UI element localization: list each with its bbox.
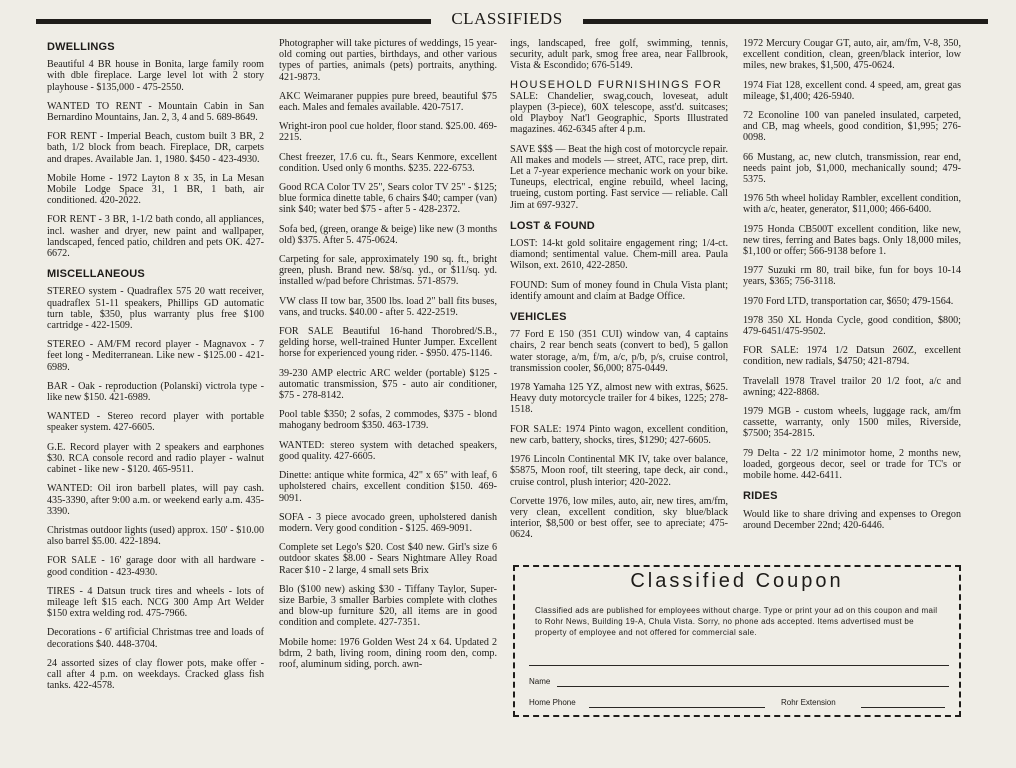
classified-ad (743, 38, 961, 72)
column-4 (743, 38, 961, 539)
coupon-ad-line[interactable] (529, 665, 949, 666)
classified-ad (510, 329, 728, 374)
section-heading: VEHICLES (510, 311, 567, 324)
section-heading: DWELLINGS (47, 41, 115, 53)
ad-text: VW class II tow bar, 3500 lbs. load 2" ball fits buses, vans, and trucks. $40.00 - after 5. 422-2519. (279, 295, 497, 318)
classified-ad (279, 542, 497, 576)
header-bar (28, 9, 994, 28)
ad-text: 24 assorted sizes of clay flower pots, make offer - call after 4 p.m. on weekdays. Cracked glass fish tanks. 422-4578. (47, 657, 264, 692)
classified-ad (279, 152, 497, 174)
classified-ad (743, 80, 961, 102)
classified-ad (47, 442, 264, 476)
coupon-rohr-extension-label: Rohr Extension (781, 698, 836, 707)
classified-ad (279, 296, 497, 318)
ad-text: FOR SALE - 16' garage door with all hardware - good condition - 423-4930. (47, 555, 264, 578)
classified-ad (743, 152, 961, 186)
classified-ad (510, 454, 728, 488)
ad-text: Photographer will take pictures of weddings, 15 year-old coming out parties, birthdays, and other various types of parties, animals (pets) portraits, anything. 421-9873. (279, 38, 497, 83)
ad-text: Blo ($100 new) asking $30 - Tiffany Taylor, Super-size Barbie, 3 smaller Barbies complete with clothes and blow-up furniture $20, all items are in good condition and complete. 427-7351. (279, 583, 497, 629)
classified-ad (510, 238, 728, 272)
ad-text: 1974 Fiat 128, excellent cond. 4 speed, am, great gas mileage, $1,400; 426-5940. (743, 79, 961, 102)
ad-text: ings, landscaped, free golf, swimming, tennis, security, adult park, smog free area, near Fallbrook, Vista & Escondido; 676-5149. (510, 38, 728, 72)
coupon-name-label: Name (529, 677, 551, 686)
classified-ad (47, 286, 264, 331)
ad-text: 1978 Yamaha 125 YZ, almost new with extras, $625. Heavy duty motorcycle trailer for 4 bikes, 1225; 278-1518. (510, 382, 728, 416)
ad-text: 72 Econoline 100 van paneled insulated, carpeted, and CB, mag wheels, good condition, $1,995; 276-0098. (743, 110, 961, 144)
classified-ad (743, 509, 961, 531)
ad-text: 79 Delta - 22 1/2 minimotor home, 2 months new, loaded, gorgeous decor, seel or trade for TC's or mobile home. 442-6411. (743, 447, 961, 482)
ad-text: Corvette 1976, low miles, auto, air, new tires, am/fm, very clean, excellent condition, sky blue/black interior, $8,500 or best offer, see to apreciate; 475-0624. (510, 495, 728, 541)
classified-ad (47, 555, 264, 577)
ad-text: 1977 Suzuki rm 80, trail bike, fun for boys 10-14 years, $365; 756-3118. (743, 265, 961, 288)
classified-ad (510, 424, 728, 446)
ad-text: Wright-iron pool cue holder, floor stand. $25.00. 469-2215. (279, 121, 497, 144)
ad-text: 39-230 AMP electric ARC welder (portable) $125 - automatic transmission, $75 - auto air conditioner, $75 - 278-8142. (279, 367, 497, 402)
ad-text: 77 Ford E 150 (351 CUI) window van, 4 captains chairs, 2 rear bench seats (convert to bed), 5 gallon water storage, a/m, f/m, a/c, p/b, p/s, cruise control, transmission cooler, $6,000; 875-0449. (510, 329, 728, 374)
classified-ad (279, 512, 497, 534)
classified-ad (510, 496, 728, 541)
classified-ad (743, 315, 961, 337)
ad-text: BAR - Oak - reproduction (Polanski) victrola type - like new $150. 421-6989. (47, 380, 264, 404)
classified-ad (279, 254, 497, 288)
ad-text: TIRES - 4 Datsun truck tires and wheels - lots of mileage left $15 each. NCG 300 Amp Art Welder $150 extra welding rod. 475-7966. (47, 585, 264, 620)
classified-ad (279, 440, 497, 462)
ad-text: FOR RENT - Imperial Beach, custom built 3 BR, 2 bath, 1/2 block from beach. Fireplace, DR, carpets and drapes. Available Jan. 1, 1980. $450 - 423-4930. (47, 131, 264, 165)
classified-ad (510, 144, 728, 211)
ad-text: Dinette: antique white formica, 42" x 65" with leaf, 6 upholstered chairs, excellent condition $150. 469-9091. (279, 470, 497, 504)
classified-ad (743, 376, 961, 398)
classified-ad (47, 525, 264, 547)
ad-text: 1978 350 XL Honda Cycle, good condition, $800; 479-6451/475-9502. (743, 314, 961, 338)
ad-text: 1979 MGB - custom wheels, luggage rack, am/fm cassette, warranty, only 1500 miles, Riverside, $7500; 354-2815. (743, 406, 961, 440)
classified-ad (743, 406, 961, 440)
ad-text: FOUND: Sum of money found in Chula Vista plant; identify amount and claim at Badge Office. (510, 279, 728, 302)
ad-lead-heading: HOUSEHOLD FURNISHINGS FOR (510, 78, 723, 91)
ad-text: FOR SALE: 1974 1/2 Datsun 260Z, excellent condition, new radials, $4750; 421-8794. (743, 345, 961, 368)
classified-ad (279, 470, 497, 504)
classified-ad (279, 326, 497, 360)
classified-ad (743, 224, 961, 258)
classified-ad (743, 265, 961, 287)
ad-text: WANTED TO RENT - Mountain Cabin in San Bernardino Mountains, Jan. 2, 3, 4 and 5. 689-8649. (47, 100, 264, 124)
classified-coupon (513, 565, 961, 717)
ad-text: Good RCA Color TV 25", Sears color TV 25" - $125; blue formica dinette table, 6 chairs $40; camper (van) sink $40; water bed $75 - after 5 - 428-2372. (279, 182, 497, 216)
coupon-title: Classified Coupon (630, 570, 844, 592)
ad-text: FOR SALE: 1974 Pinto wagon, excellent condition, new carb, battery, shocks, tires, $1290; 427-6605. (510, 423, 728, 446)
classified-ad (47, 627, 264, 649)
ad-text: Complete set Lego's $20. Cost $40 new. Girl's size 6 outdoor skates $8.00 - Sears Nightmare Alley Road Racer $10 - 2 large, 4 small sets Brix (279, 542, 497, 576)
coupon-home-phone-field[interactable] (589, 707, 765, 708)
section-heading: LOST & FOUND (510, 219, 595, 232)
ad-text: 66 Mustang, ac, new clutch, transmission, rear end, needs paint job, $1,000, mechanically sound; 479-5375. (743, 151, 961, 186)
classified-ad (510, 280, 728, 302)
ad-text: Chest freezer, 17.6 cu. ft., Sears Kenmore, excellent condition. Used only 6 months. $235. 222-6753. (279, 151, 497, 174)
classified-ad (47, 658, 264, 692)
classified-ad (510, 38, 728, 72)
ad-text: Would like to share driving and expenses to Oregon around December 22nd; 420-6446. (743, 508, 961, 531)
classified-ad (743, 110, 961, 144)
classified-ad (47, 339, 264, 373)
ad-text: WANTED - Stereo record player with portable speaker system. 427-6605. (47, 411, 264, 434)
classified-ad (47, 101, 264, 123)
ad-text: WANTED: Oil iron barbell plates, will pay cash. 435-3390, after 9:00 a.m. or weekend early a.m. 435-3390. (47, 483, 264, 517)
classified-ad (279, 368, 497, 402)
classified-ad (743, 296, 961, 307)
ad-text: 1970 Ford LTD, transportation car, $650; 479-1564. (743, 295, 954, 307)
ad-text: LOST: 14-kt gold solitaire engagement ring; 1/4-ct. diamond; sentimental value. Chem-mill area. Paula Wilson, ext. 2610, 422-2850. (510, 238, 728, 272)
column-2 (279, 38, 497, 678)
classified-ad (279, 637, 497, 671)
ad-text: Beautiful 4 BR house in Bonita, large family room with dble fireplace. Large level lot with 2 story playhouse - $135,000 - 475-2550. (47, 59, 264, 93)
ad-text: G.E. Record player with 2 speakers and earphones $30. RCA console record and radio player - walnut cabinet - like new - $120. 465-9511. (47, 441, 264, 476)
ad-text: Pool table $350; 2 sofas, 2 commodes, $375 - blond mahogany bedroom $350. 463-1739. (279, 409, 497, 432)
ad-text: Mobile home: 1976 Golden West 24 x 64. Updated 2 bdrm, 2 bath, living room, dining room den, comp. roof, aluminum siding, porch. awn- (279, 636, 497, 670)
classified-ad (279, 409, 497, 431)
ad-text: Sofa bed, (green, orange & beige) like new (3 months old) $375. After 5. 475-0624. (279, 223, 497, 246)
ad-text: Christmas outdoor lights (used) approx. 150' - $10.00 also barrel $5.00. 422-1894. (47, 524, 264, 548)
section-heading: MISCELLANEOUS (47, 268, 145, 281)
classified-ad (47, 173, 264, 207)
classified-ad (279, 224, 497, 246)
classified-ad (279, 182, 497, 216)
ad-text: Mobile Home - 1972 Layton 8 x 35, in La Mesan Mobile Lodge Space 31, 1 BR, 1 bath, air conditioned. 420-2022. (47, 172, 264, 207)
ad-text: SOFA - 3 piece avocado green, upholstered danish modern. Very good condition - $125. 469-9091. (279, 511, 497, 534)
column-3 (510, 38, 728, 549)
classified-ad (47, 131, 264, 165)
coupon-rohr-extension-field[interactable] (861, 707, 945, 708)
ad-text: FOR RENT - 3 BR, 1-1/2 bath condo, all appliances, incl. washer and dryer, new paint and wallpaper, landscaped, fenced patio, children and pets OK. 427-6672. (47, 214, 264, 260)
ad-text: 1975 Honda CB500T excellent condition, like new, new tires, ferring and Bates bags. Only 18,000 miles, $1,100 or offer; 566-9138 before 1. (743, 223, 961, 258)
ad-text: Carpeting for sale, approximately 190 sq. ft., bright green, plush. Brand new. $8/sq. yd., or $11/sq. yd. installed w/pad before Christmas. 571-8579. (279, 254, 497, 288)
classified-ad (510, 80, 728, 136)
classified-ad (47, 483, 264, 517)
page-title: CLASSIFIEDS (451, 9, 563, 28)
ad-text: SAVE $$$ — Beat the high cost of motorcycle repair. All makes and models — street, ATC, race prep, dirt. Let a 7-year experience mechanic work on your bike. Tuneups, electrical, engine rebuild, wheel lacing, trueing, custom porting. Fast service — reliable. Call Jim at 697-9327. (510, 143, 728, 211)
coupon-home-phone-label: Home Phone (529, 698, 576, 707)
classified-ad (47, 214, 264, 259)
ad-text: SALE: Chandelier, swag,couch, loveseat, adult playpen (3-piece), 60X telescope, asst'd. suitcases; old Playboy Nat'l Geographic, Sports Illustrated magazines. 462-6345 after 4 p.m. (510, 90, 728, 136)
header-rule-right (583, 19, 988, 24)
ad-text: STEREO system - Quadraflex 575 20 watt receiver, quadraflex 51-11 speakers, Phillips GD automatic turn table, $350, plus warranty plus free $100 cartridge - 422-1509. (47, 286, 264, 332)
classified-ad (279, 91, 497, 113)
ad-text: AKC Weimaraner puppies pure breed, beautiful $75 each. Males and females available. 420-7517. (279, 90, 497, 114)
classified-ad (47, 411, 264, 433)
ad-text: 1976 Lincoln Continental MK IV, take over balance, $5875, Moon roof, tilt steering, tape deck, air cond., cruise control, plush interior; 420-2022. (510, 454, 728, 488)
ad-text: FOR SALE Beautiful 16-hand Thorobred/S.B., gelding horse, well-trained Hunter Jumper. Excellent horse for experienced young rider. - $950. 475-1146. (279, 326, 497, 360)
ad-text: 1976 5th wheel holiday Rambler, excellent condition, with a/c, heater, generator, $11,000; 466-6400. (743, 193, 961, 216)
classified-ad (510, 382, 728, 416)
classified-ad (279, 121, 497, 143)
ad-text: Decorations - 6' artificial Christmas tree and loads of decorations $40. 448-3704. (47, 627, 264, 650)
classified-ad (279, 38, 497, 83)
classified-ad (743, 448, 961, 482)
section-heading: RIDES (743, 490, 778, 503)
classified-ad (743, 345, 961, 367)
classified-ad (279, 584, 497, 629)
classified-ad (47, 381, 264, 403)
ad-text: 1972 Mercury Cougar GT, auto, air, am/fm, V-8, 350, excellent condition, clean, green/black interior, low miles, new brakes, $1,500, 475-0624. (743, 38, 961, 72)
ad-text: Travelall 1978 Travel trailor 20 1/2 foot, a/c and awning; 422-8868. (743, 375, 961, 398)
classified-ad (47, 59, 264, 93)
header-rule-left (36, 19, 431, 24)
ad-text: WANTED: stereo system with detached speakers, good quality. 427-6605. (279, 439, 497, 462)
classified-ad (47, 586, 264, 620)
column-1 (47, 38, 264, 699)
ad-text: STEREO - AM/FM record player - Magnavox - 7 feet long - Mediterranean. Like new - $125.00 - 421-6989. (47, 339, 264, 373)
classified-ad (743, 193, 961, 215)
coupon-name-field[interactable] (557, 686, 949, 687)
coupon-instructions: Classified ads are published for employees without charge. Type or print your ad on this coupon and mail to Rohr News, Building 19-A, Chula Vista. Sorry, no phone ads accepted. Items advertised must be property of employee and not offered for commercial sale. (535, 606, 938, 637)
